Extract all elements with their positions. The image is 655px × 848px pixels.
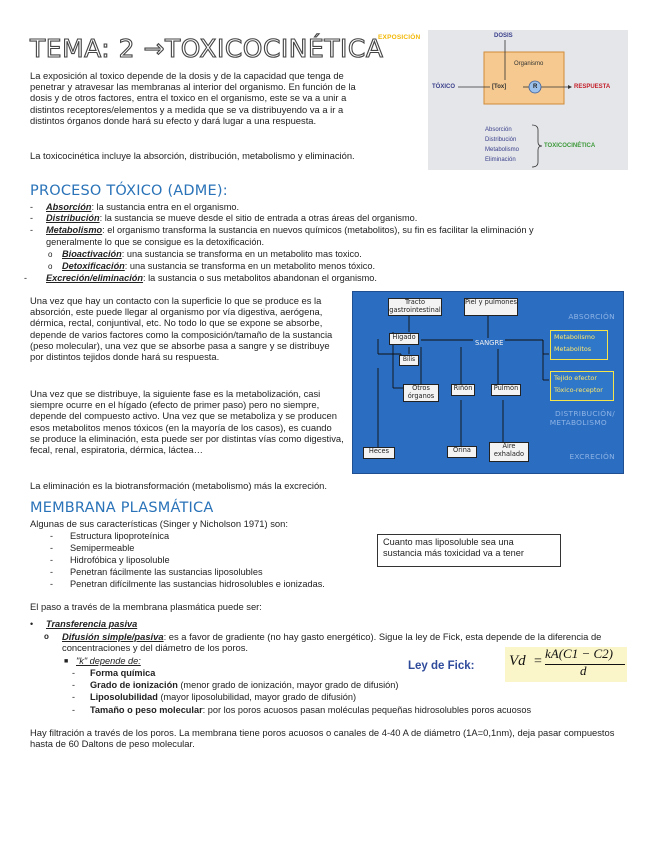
node-heces: Heces — [363, 447, 395, 459]
node-otros: Otros órganos — [403, 384, 439, 402]
node-bilis: Bilis — [399, 355, 419, 366]
feature-item: Semipermeable — [70, 543, 135, 553]
fick-law-label: Ley de Fick: — [408, 660, 475, 672]
bullet-dash: - — [50, 555, 53, 565]
feature-item: Estructura lipoproteínica — [70, 531, 170, 541]
bullet-dash: - — [30, 202, 33, 212]
adme-item-metabolismo: Metabolismo: el organismo transforma la sustancia en nuevos químicos (metabolitos), su fin es facilitar la eliminación y — [46, 225, 534, 235]
organismo-label: Organismo — [514, 61, 544, 67]
metabolitos-text: Metabolitos — [554, 345, 592, 353]
feature-item: Penetran fácilmente las sustancias liposolubles — [70, 567, 263, 577]
intro-paragraph-1: La exposición al toxico depende de la dosis y de la capacidad que tenga de penetrar y atravesar las membranas al interior del organismo. En función de la dosis y de otros factores, entra el toxico en el organismo, este se va a unir a distintos receptores/elementos y a medida que se va distribuyendo va a ir a distintos órganos donde hará su efecto y dará lugar a una respuesta. — [30, 70, 356, 126]
bullet-dash: - — [72, 680, 75, 690]
section-heading-membrana: MEMBRANA PLASMÁTICA — [30, 500, 214, 516]
factor-item: Forma química — [90, 668, 156, 678]
paso-text: El paso a través de la membrana plasmática puede ser: — [30, 601, 262, 612]
receptor-label: R — [533, 84, 538, 90]
tejido-box — [550, 371, 614, 401]
metabolismo-text: Metabolismo — [554, 333, 595, 341]
tox-label: [Tox] — [492, 84, 507, 90]
step-metabolismo: Metabolismo — [485, 147, 520, 153]
metabolismo-box — [550, 330, 608, 360]
dosis-label: DOSIS — [494, 33, 513, 39]
toxicokinetics-diagram-lines — [428, 30, 628, 170]
adme-item-distribucion: Distribución: la sustancia se mueve desde el sitio de entrada a otras áreas del organismo. — [46, 213, 418, 223]
node-sangre: SANGRE — [475, 339, 504, 347]
step-absorcion: Absorción — [485, 127, 512, 133]
node-pulmon: Pulmón — [491, 384, 521, 396]
feature-item: Hidrofóbica y liposoluble — [70, 555, 170, 565]
respuesta-label: RESPUESTA — [574, 84, 611, 90]
step-eliminacion: Eliminación — [485, 157, 516, 163]
bullet-dot: • — [30, 619, 34, 629]
node-orina: Orina — [447, 446, 477, 458]
adme-subitem-detoxificacion: Detoxificación: una sustancia se transforma en un metabolito menos tóxico. — [62, 261, 376, 271]
bullet-dash: - — [50, 567, 53, 577]
exposicion-label: EXPOSICIÓN — [378, 34, 421, 41]
transferencia-pasiva: Transferencia pasiva — [46, 619, 138, 629]
adme-paragraph-2: Una vez que se distribuye, la siguiente fase es la metabolización, casi siempre ocurre en el hígado (efecto de primer paso) pero no siempre, depende del compuesto activo. Una vez que se metaboliza y se producen esos metabolitos menos tóxicos (en la mayoría de los casos), es cuando se produce la eliminación, esta puede ser por distintas vías como digestiva, fecal, renal, espiratoria, dérmica, láctea… — [30, 388, 344, 456]
step-distribucion: Distribución — [485, 137, 517, 143]
node-piel: Piel y pulmones — [464, 298, 518, 316]
adme-paragraph-1: Una vez que hay un contacto con la superficie lo que se produce es la absorción, este puede llegar al organismo por vía digestiva, aerógena, dérmica, rectal, conjuntival, etc. No todo lo que se expone se absorbe, depende de varios factores como la composición/tamaño de la sustancia (peso molecular), una vez que se absorbe pasa a sangre y se distribuye por distintos tejidos donde hará su respuesta. — [30, 295, 333, 363]
section-heading-adme: PROCESO TÓXICO (ADME): — [30, 183, 228, 199]
bullet-dash: - — [72, 705, 75, 715]
label-excrecion: EXCRECIÓN — [569, 452, 615, 461]
label-absorcion: ABSORCIÓN — [568, 312, 615, 321]
membrana-intro: Algunas de sus características (Singer y Nicholson 1971) son: — [30, 518, 288, 529]
factor-item: Grado de ionización (menor grado de ionización, mayor grado de difusión) — [90, 680, 399, 690]
node-higado: Hígado — [389, 333, 419, 345]
bullet-dash: - — [30, 213, 33, 223]
adme-item-absorcion: Absorción: la sustancia entra en el organismo. — [46, 202, 240, 212]
bullet-dash: - — [50, 543, 53, 553]
factor-item: Liposolubilidad (mayor liposolubilidad, mayor grado de difusión) — [90, 692, 357, 702]
bullet-square: ■ — [64, 658, 69, 665]
factor-item: Tamaño o peso molecular: por los poros acuosos pasan moléculas pequeñas hidrosolubles poros acuosos — [90, 705, 532, 715]
node-tracto: Tracto gastrointestinal — [388, 298, 442, 316]
label-distribucion: DISTRIBUCIÓN/ — [555, 409, 615, 418]
bullet-circle: o — [48, 250, 53, 259]
fick-equals: = — [534, 654, 542, 669]
bullet-dash: - — [50, 531, 53, 541]
page-title: TEMA: 2 →TOXICOCINÉTICA — [30, 34, 384, 63]
bullet-dash: - — [24, 273, 27, 283]
k-label: "k" depende de: — [76, 656, 141, 666]
toxicokinetics-diagram — [378, 30, 628, 170]
toxicocinetica-label: TOXICOCINÉTICA — [544, 143, 596, 149]
toxico-label: TÓXICO — [432, 84, 456, 90]
difusion-text: Difusión simple/pasiva: es a favor de gradiente (no hay gasto energético). Sigue la ley de Fick, esta depende de la diferencia de concentraciones y del diámetro de los poros. — [62, 631, 602, 654]
filtracion-text: Hay filtración a través de los poros. La membrana tiene poros acuosos o canales de 4-40 A de diámetro (1A=0,1nm), deja pasar compuestos hasta de 60 Daltons de peso molecular. — [30, 727, 615, 750]
liposolubility-callout: Cuanto mas liposoluble sea una sustancia más toxicidad va a tener — [377, 534, 561, 567]
fick-numerator: kA(C1 − C2) — [545, 646, 613, 661]
intro-paragraph-2: La toxicocinética incluye la absorción, distribución, metabolismo y eliminación. — [30, 150, 355, 161]
node-rinon: Riñón — [451, 384, 475, 396]
adme-item-metabolismo-cont: generalmente lo que se consigue es la detoxificación. — [46, 237, 265, 247]
fick-lhs: Vd — [509, 653, 526, 669]
bullet-dash: - — [72, 668, 75, 678]
node-aire: Aire exhalado — [489, 442, 529, 462]
bullet-circle: o — [44, 632, 49, 641]
adme-subitem-bioactivacion: Bioactivación: una sustancia se transforma en un metabolito mas toxico. — [62, 249, 362, 259]
adme-flow-diagram — [352, 291, 624, 474]
tejido-text: Tejido efector — [554, 374, 597, 382]
toxico-receptor-text: Tóxico-receptor — [554, 386, 603, 394]
feature-item: Penetran difícilmente las sustancias hidrosolubles e ionizadas. — [70, 579, 325, 589]
adme-paragraph-3: La eliminación es la biotransformación (metabolismo) más la excreción. — [30, 480, 328, 491]
fick-denominator: d — [580, 663, 587, 678]
bullet-circle: o — [48, 262, 53, 271]
bullet-dash: - — [50, 579, 53, 589]
label-metabolismo: METABOLISMO — [549, 418, 607, 427]
bullet-dash: - — [30, 225, 33, 235]
adme-item-excrecion: Excreción/eliminación: la sustancia o sus metabolitos abandonan el organismo. — [46, 273, 377, 283]
fick-formula — [505, 647, 627, 682]
bullet-dash: - — [72, 692, 75, 702]
